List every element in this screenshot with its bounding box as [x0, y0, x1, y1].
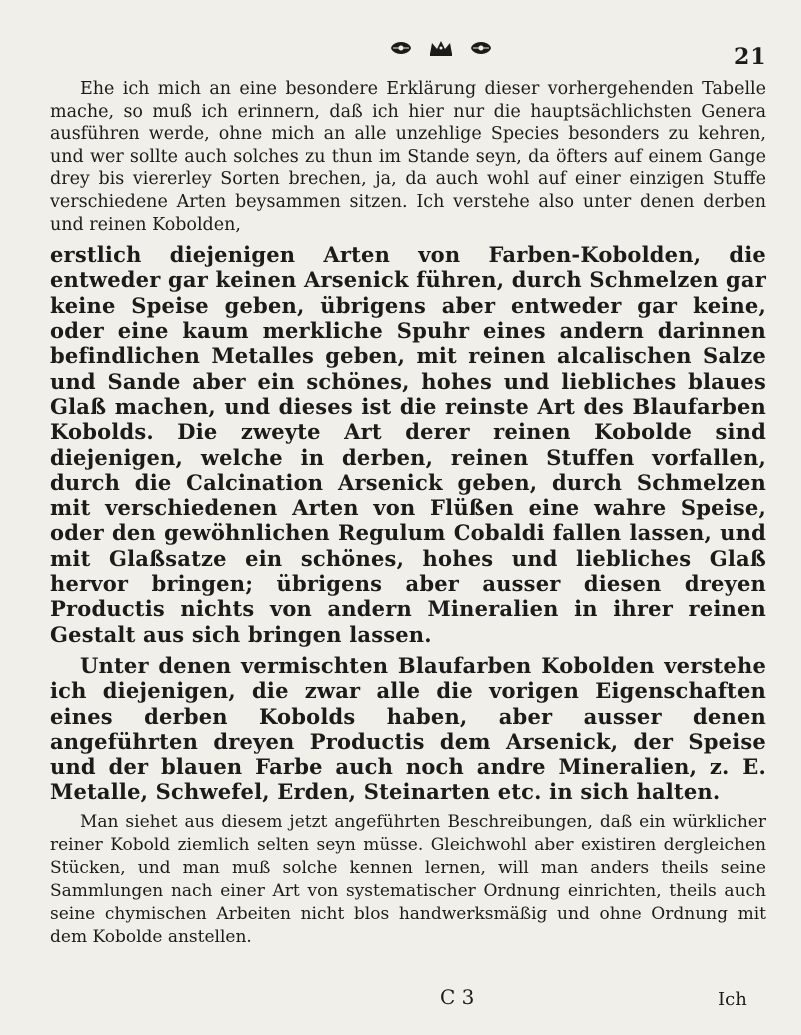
paragraph: Unter denen vermischten Blaufarben Kobolden verstehe ich diejenigen, die zwar alle die vorigen Eigenschaften eines derben Kobolds haben, aber ausser denen angeführten dreyen Productis dem Arsenick, der Speise und der blauen Farbe auch noch andre Mineralien, z. E. Metalle, Schwefel, Erden, Steinarten etc. in sich halten. [50, 652, 766, 805]
printer-signature: C 3 [440, 985, 475, 1009]
paragraph: erstlich diejenigen Arten von Farben-Kobolden, die entweder gar keinen Arsenick führen, durch Schmelzen gar keine Speise geben, übrigens aber entweder gar keine, oder eine kaum merkliche Spuhr eines andern darinnen befindlichen Metalles geben, mit reinen alcalischen Salze und Sande aber ein schönes, hohes und liebliches blaues Glaß machen, und dieses ist die reinste Art des Blaufarben Kobolds. Die zweyte Art derer reinen Kobolde sind diejenigen, welche in derben, reinen Stuffen vorfallen, durch die Calcination Arsenick geben, durch Schmelzen mit verschiedenen Arten von Flüßen eine wahre Speise, oder den gewöhnlichen Regulum Cobaldi fallen lassen, und mit Glaßsatze ein schönes, hohes und liebliches Glaß hervor bringen; übrigens aber ausser diesen dreyen Productis nichts von andern Mineralien in ihrer reinen Gestalt aus sich bringen lassen. [50, 242, 766, 647]
page-body [50, 78, 766, 949]
page-number: 21 [734, 44, 767, 70]
paragraph: Man siehet aus diesem jetzt angeführten Beschreibungen, daß ein würklicher reiner Kobold ziemlich selten seyn müsse. Gleichwohl aber existiren dergleichen Stücken, und man muß solche kennen lernen, will man anders theils seine Sammlungen nach einer Art von systematischer Ordnung einrichten, theils auch seine chymischen Arbeiten nicht blos handwerksmäßig und ohne Ordnung mit dem Kobolde anstellen. [50, 811, 766, 947]
fleuron-icon [470, 41, 492, 55]
page-footer [0, 985, 801, 1015]
fleuron-icon [390, 41, 412, 55]
paragraph: Ehe ich mich an eine besondere Erklärung dieser vorhergehenden Tabelle mache, so muß ich erinnern, daß ich hier nur die hauptsächlichsten Genera ausführen werde, ohne mich an alle unzehlige Species besonders zu kehren, und wer sollte auch solches zu thun im Stande seyn, da öfters auf einem Gange drey bis viererley Sorten brechen, ja, da auch wohl auf einer einzigen Stuffe verschiedene Arten beysammen sitzen. Ich verstehe also unter denen derben und reinen Kobolden, [50, 79, 766, 235]
crown-ornament-icon [428, 40, 454, 56]
header-ornament [390, 40, 492, 56]
catchword: Ich [718, 989, 747, 1010]
